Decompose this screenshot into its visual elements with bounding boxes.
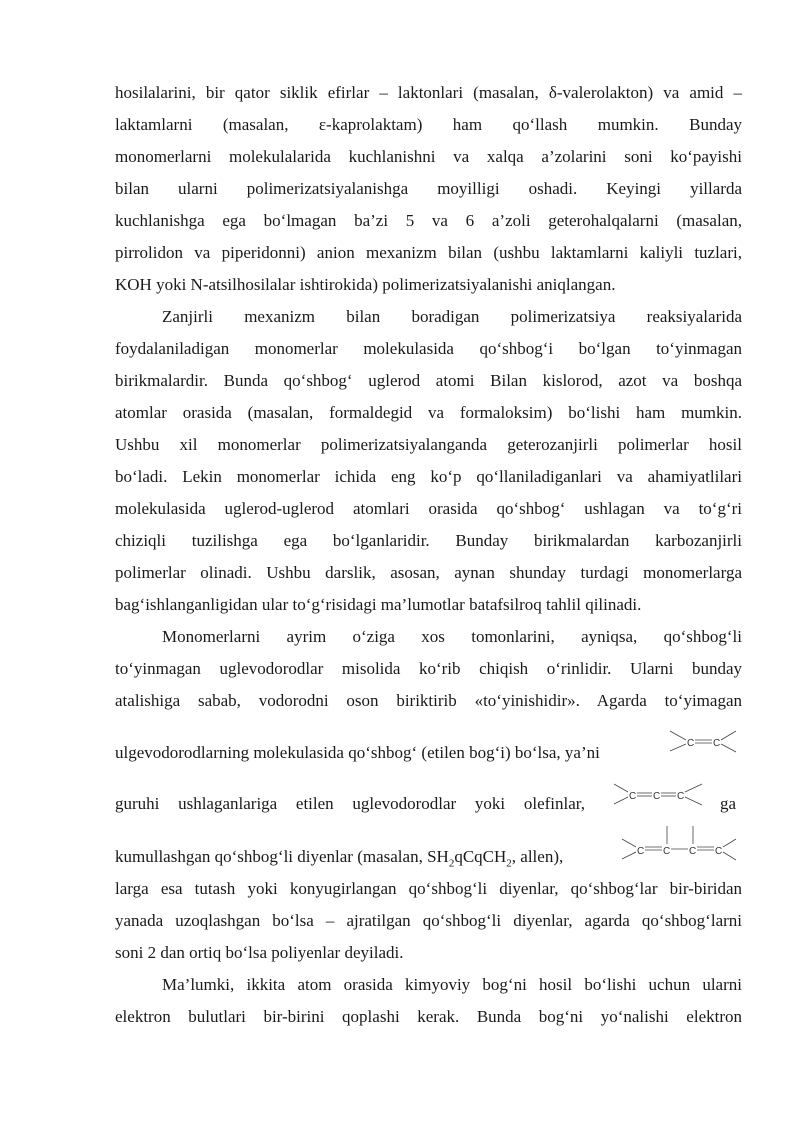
allene-atom: C [653,791,661,802]
text-line: monomerlarni molekulalarida kuchlanishni va xalqa a’zolarini soni ko‘payishi [115,147,742,166]
text-line: soni 2 dan ortiq bo‘lsa poliyenlar deyiladi. [115,943,404,962]
paragraph-start-line: Ma’lumki, ikkita atom orasida kimyoviy bog‘ni hosil bo‘lishi uchun ularni [162,975,742,994]
text-line: ga [720,794,737,813]
text-line: atalishiga sabab, vodorodni oson biriktirib «to‘yinishidir». Agarda to‘yimagan [115,691,742,710]
allene-atom: C [677,791,685,802]
text-line: KOH yoki N-atsilhosilalar ishtirokida) polimerizatsiyalanishi aniqlangan. [115,275,616,294]
text-line: ulgevodorodlarning molekulasida qo‘shbog‘ (etilen bog‘i) bo‘lsa, ya’ni [115,743,600,762]
diene-atom: C [663,846,671,857]
text-line: guruhi ushlaganlariga etilen uglevodorodlar yoki olefinlar, [115,794,585,813]
text-line: pirrolidon va piperidonni) anion mexanizm bilan (ushbu laktamlarni kaliyli tuzlari, [115,243,742,262]
text-line: foydalaniladigan monomerlar molekulasida qo‘shbog‘i bo‘lgan to‘yinmagan [115,339,742,358]
text-line: yanada uzoqlashgan bo‘lsa – ajratilgan qo‘shbog‘li diyenlar, agarda qo‘shbog‘larni [115,911,742,930]
text-line: elektron bulutlari bir-birini qoplashi kerak. Bunda bog‘ni yo‘nalishi elektron [115,1007,742,1026]
text-line: hosilalarini, bir qator siklik efirlar – laktonlari (masalan, δ-valerolakton) va amid – [115,83,742,102]
diene-atom: C [715,846,723,857]
text-line: atomlar orasida (masalan, formaldegid va formaloksim) bo‘lishi ham mumkin. [115,403,742,422]
diene-atom: C [689,846,697,857]
ethylene-formula [668,727,743,757]
text-line: molekulasida uglerod-uglerod atomlari orasida qo‘shbog‘ ushlagan va to‘g‘ri [115,499,742,518]
diene-formula [620,822,740,864]
text-line: laktamlarni (masalan, ε-kaprolaktam) ham qo‘llash mumkin. Bunday [115,115,742,134]
text-line: to‘yinmagan uglevodorodlar misolida ko‘rib chiqish o‘rinlidir. Ularni bunday [115,659,742,678]
text-line: kuchlanishga ega bo‘lmagan ba’zi 5 va 6 a’zoli geterohalqalarni (masalan, [115,211,742,230]
diene-atom: C [637,846,645,857]
paragraph-start-line: Monomerlarni ayrim o‘ziga xos tomonlarini, ayniqsa, qo‘shbog‘li [162,627,742,646]
text-line: Ushbu xil monomerlar polimerizatsiyalanganda geterozanjirli polimerlar hosil [115,435,742,454]
allene-atom: C [629,791,637,802]
text-line: larga esa tutash yoki konyugirlangan qo‘shbog‘li diyenlar, qo‘shbog‘lar bir-biridan [115,879,742,898]
text-line: bo‘ladi. Lekin monomerlar ichida eng ko‘p qo‘llaniladiganlari va ahamiyatlilari [115,467,742,486]
text-line: bilan ularni polimerizatsiyalanishga moyilligi oshadi. Keyingi yillarda [115,179,742,198]
text-line: kumullashgan qo‘shbog‘li diyenlar (masalan, $SH_2qCqCH_2$, allen), [115,847,564,870]
ethylene-atom: C [713,738,721,749]
text-line: bag‘ishlanganligidan ular to‘g‘risidagi ma’lumotlar batafsilroq tahlil qilinadi. [115,595,642,614]
text-line: polimerlar olinadi. Ushbu darslik, asosan, aynan shunday turdagi monomerlarga [115,563,742,582]
ethylene-atom: C [687,738,695,749]
text-line: birikmalardir. Bunda qo‘shbog‘ uglerod atomi Bilan kislorod, azot va boshqa [115,371,742,390]
paragraph-start-line: Zanjirli mexanizm bilan boradigan polimerizatsiya reaksiyalarida [162,307,742,326]
allene-formula [612,780,712,810]
text-line: chiziqli tuzilishga ega bo‘lganlaridir. Bunday birikmalardan karbozanjirli [115,531,742,550]
